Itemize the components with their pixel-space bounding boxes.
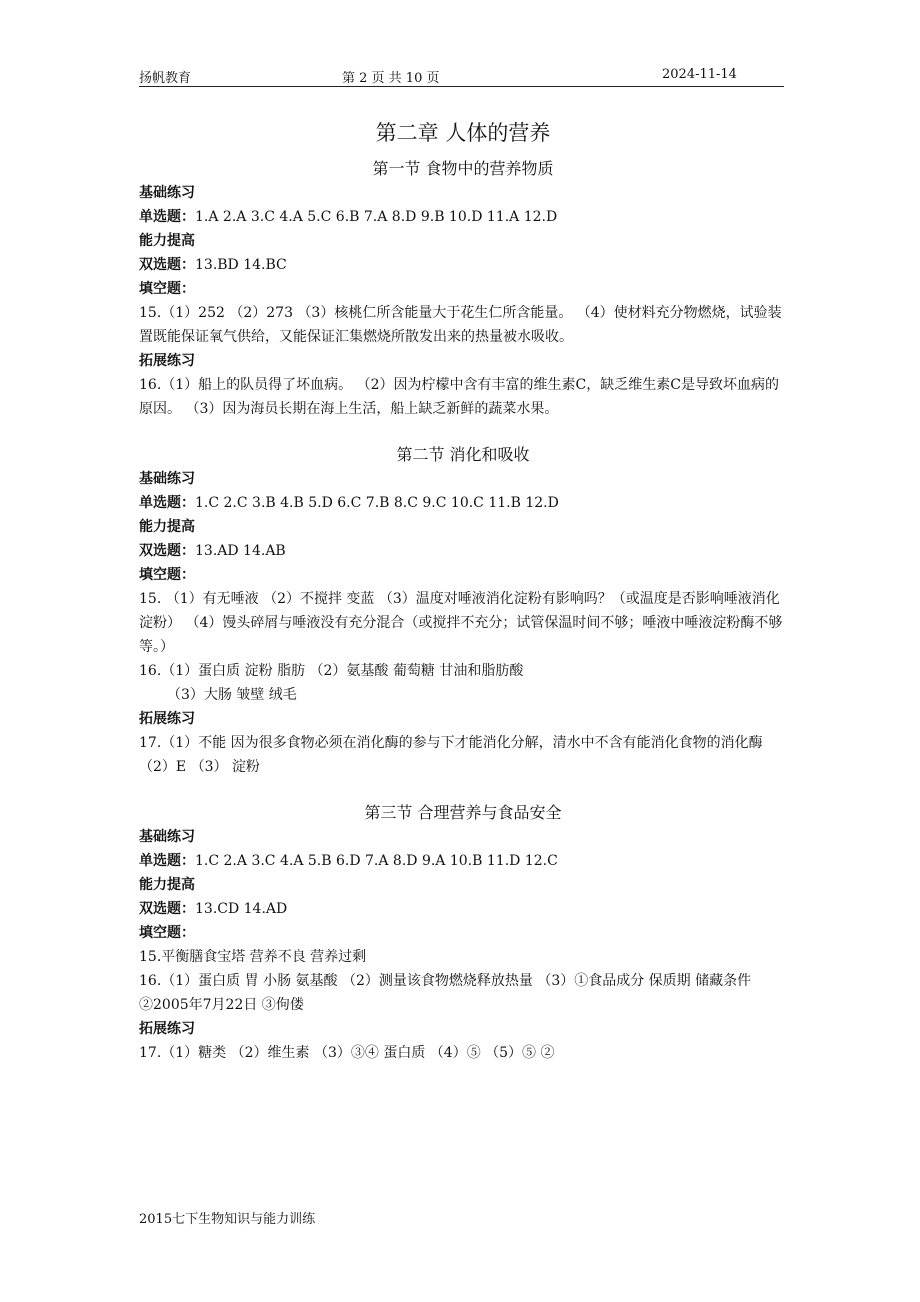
section-3 <box>139 801 787 1065</box>
answer-q16: 16.（1）船上的队员得了坏血病。 （2）因为柠檬中含有丰富的维生素C，缺乏维生素C是导致坏血病的原因。 （3）因为海员长期在海上生活，船上缺乏新鲜的蔬菜水果。 <box>139 377 779 417</box>
header-org: 扬帆教育 <box>139 71 192 86</box>
double-choice-label: 双选题： <box>139 257 195 273</box>
subheading-basic: 基础练习 <box>139 829 195 845</box>
single-choice-values: 1.A 2.A 3.C 4.A 5.C 6.B 7.A 8.D 9.B 10.D 11.A 12.D <box>195 209 558 225</box>
section-1 <box>139 157 787 421</box>
double-choice-answers <box>139 253 787 277</box>
single-choice-values: 1.C 2.A 3.C 4.A 5.B 6.D 7.A 8.D 9.A 10.B 11.D 12.C <box>195 853 558 869</box>
double-choice-values: 13.AD 14.AB <box>195 543 286 559</box>
subheading-basic: 基础练习 <box>139 185 195 201</box>
section-title: 第一节 食物中的营养物质 <box>372 159 554 178</box>
chapter-title: 第二章 人体的营养 <box>375 121 551 145</box>
double-choice-label: 双选题： <box>139 901 195 917</box>
single-choice-answers <box>139 205 787 229</box>
double-choice-label: 双选题： <box>139 543 195 559</box>
double-choice-values: 13.CD 14.AD <box>195 901 288 917</box>
answer-q15: 15. （1）有无唾液 （2）不搅拌 变蓝 （3）温度对唾液消化淀粉有影响吗？（或温度是否影响唾液消化淀粉） （4）馒头碎屑与唾液没有充分混合（或搅拌不充分；试管保温时间不够；唾液中唾液淀粉酶不够等。） <box>139 591 783 655</box>
subheading-basic: 基础练习 <box>139 471 195 487</box>
header-page-number: 第 2 页 共 10 页 <box>342 71 440 86</box>
answer-q15: 15.（1）252 （2）273 （3）核桃仁所含能量大于花生仁所含能量。 （4）使材料充分物燃烧，试验装置既能保证氧气供给，又能保证汇集燃烧所散发出来的热量被水吸收。 <box>139 305 782 345</box>
subheading-extension: 拓展练习 <box>139 711 195 727</box>
document-body <box>139 118 787 1065</box>
section-title: 第三节 合理营养与食品安全 <box>364 803 562 822</box>
answer-q16: 16.（1）蛋白质 胃 小肠 氨基酸 （2）测量该食物燃烧释放热量 （3）①食品成分 保质期 储藏条件 ②2005年7月22日 ③佝偻 <box>139 973 752 1013</box>
subheading-fill: 填空题： <box>139 567 195 583</box>
section-title: 第二节 消化和吸收 <box>396 445 530 464</box>
subheading-extension: 拓展练习 <box>139 353 195 369</box>
header-date: 2024-11-14 <box>662 67 737 82</box>
double-choice-values: 13.BD 14.BC <box>195 257 287 273</box>
single-choice-answers <box>139 849 787 873</box>
page-footer: 2015七下生物知识与能力训练 <box>139 1212 316 1227</box>
subheading-extension: 拓展练习 <box>139 1021 195 1037</box>
section-2 <box>139 443 787 779</box>
answer-q17: 17.（1）糖类 （2）维生素 （3）③④ 蛋白质 （4）⑤ （5）⑤ ② <box>139 1045 555 1061</box>
subheading-fill: 填空题： <box>139 281 195 297</box>
single-choice-label: 单选题： <box>139 495 195 511</box>
double-choice-answers <box>139 897 787 921</box>
subheading-fill: 填空题： <box>139 925 195 941</box>
double-choice-answers <box>139 539 787 563</box>
answer-q16-line1: 16.（1）蛋白质 淀粉 脂肪 （2）氨基酸 葡萄糖 甘油和脂肪酸 <box>139 663 524 679</box>
answer-q15: 15.平衡膳食宝塔 营养不良 营养过剩 <box>139 949 367 965</box>
answer-q16-line2: （3）大肠 皱壁 绒毛 <box>167 687 297 703</box>
subheading-ability: 能力提高 <box>139 877 195 893</box>
page-header <box>139 64 784 87</box>
single-choice-values: 1.C 2.C 3.B 4.B 5.D 6.C 7.B 8.C 9.C 10.C 11.B 12.D <box>195 495 559 511</box>
subheading-ability: 能力提高 <box>139 519 195 535</box>
subheading-ability: 能力提高 <box>139 233 195 249</box>
single-choice-label: 单选题： <box>139 209 195 225</box>
answer-q17: 17.（1）不能 因为很多食物必须在消化酶的参与下才能消化分解，清水中不含有能消化食物的消化酶 （2）E （3） 淀粉 <box>139 735 763 775</box>
single-choice-answers <box>139 491 787 515</box>
single-choice-label: 单选题： <box>139 853 195 869</box>
